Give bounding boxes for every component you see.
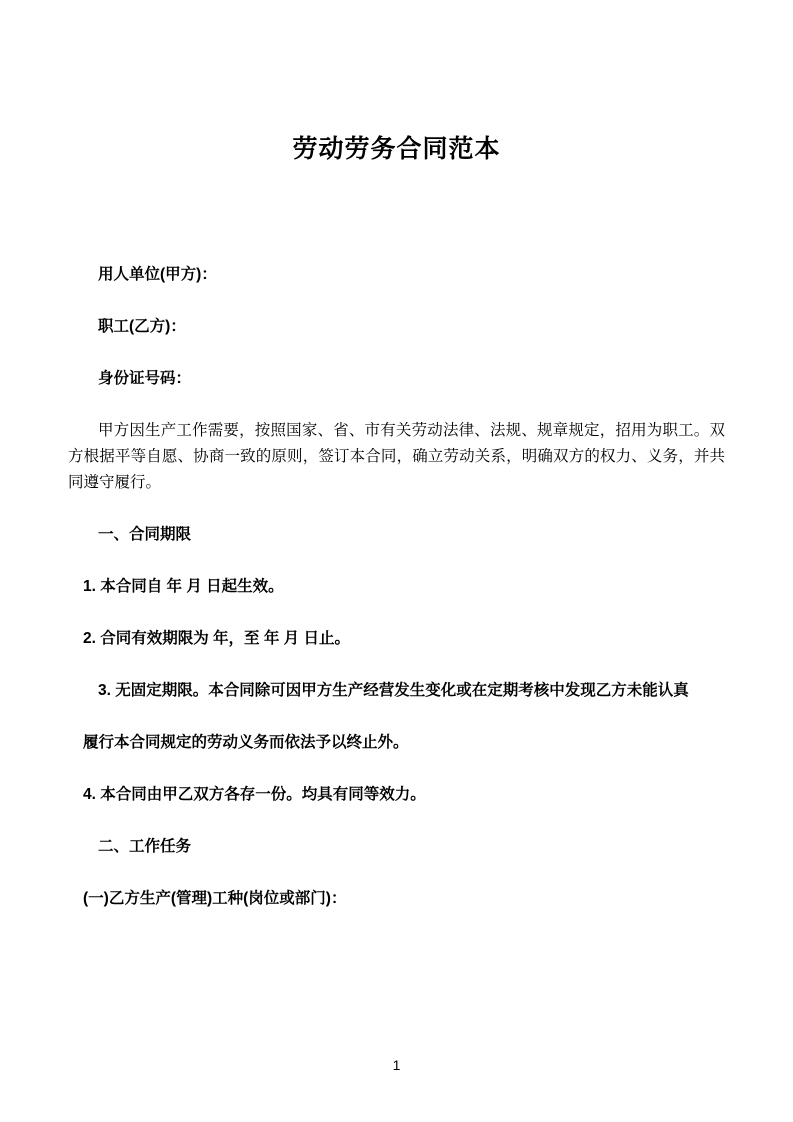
spacer xyxy=(68,288,725,314)
page-number: 1 xyxy=(392,1057,401,1073)
section1-item-4: 4. 本合同由甲乙双方各存一份。均具有同等效力。 xyxy=(83,786,426,803)
spacer xyxy=(68,600,725,626)
section1-item-1: 1. 本合同自 年 月 日起生效。 xyxy=(83,578,284,595)
spacer xyxy=(68,392,725,418)
section1-item-3-continued: 履行本合同规定的劳动义务而依法予以终止外。 xyxy=(83,734,409,751)
spacer xyxy=(68,496,725,522)
section-heading-contract-term: 一、合同期限 xyxy=(98,526,192,543)
spacer xyxy=(68,548,725,574)
spacer xyxy=(68,704,725,730)
preamble-paragraph: 甲方因生产工作需要，按照国家、省、市有关劳动法律、法规、规章规定，招用为职工。双方根据平等自愿、协商一致的原则，签订本合同，确立劳动关系，明确双方的权力、义务，并共同遵守履行。 xyxy=(68,422,725,491)
field-employee: 职工(乙方)： xyxy=(98,318,186,335)
field-employer: 用人单位(甲方)： xyxy=(98,266,217,283)
document-body xyxy=(68,262,725,912)
section1-item-2: 2. 合同有效期限为 年，至 年 月 日止。 xyxy=(83,630,350,647)
section1-item-3: 3. 无固定期限。本合同除可因甲方生产经营发生变化或在定期考核中发现乙方未能认真 xyxy=(98,682,689,699)
section2-item-1: (一)乙方生产(管理)工种(岗位或部门)： xyxy=(83,890,347,907)
spacer xyxy=(68,756,725,782)
section-heading-work-duties: 二、工作任务 xyxy=(98,838,192,855)
spacer xyxy=(68,860,725,886)
spacer xyxy=(68,808,725,834)
field-id-number: 身份证号码： xyxy=(98,370,192,387)
page-title: 劳动劳务合同范本 xyxy=(292,135,501,163)
spacer xyxy=(68,652,725,678)
spacer xyxy=(68,340,725,366)
